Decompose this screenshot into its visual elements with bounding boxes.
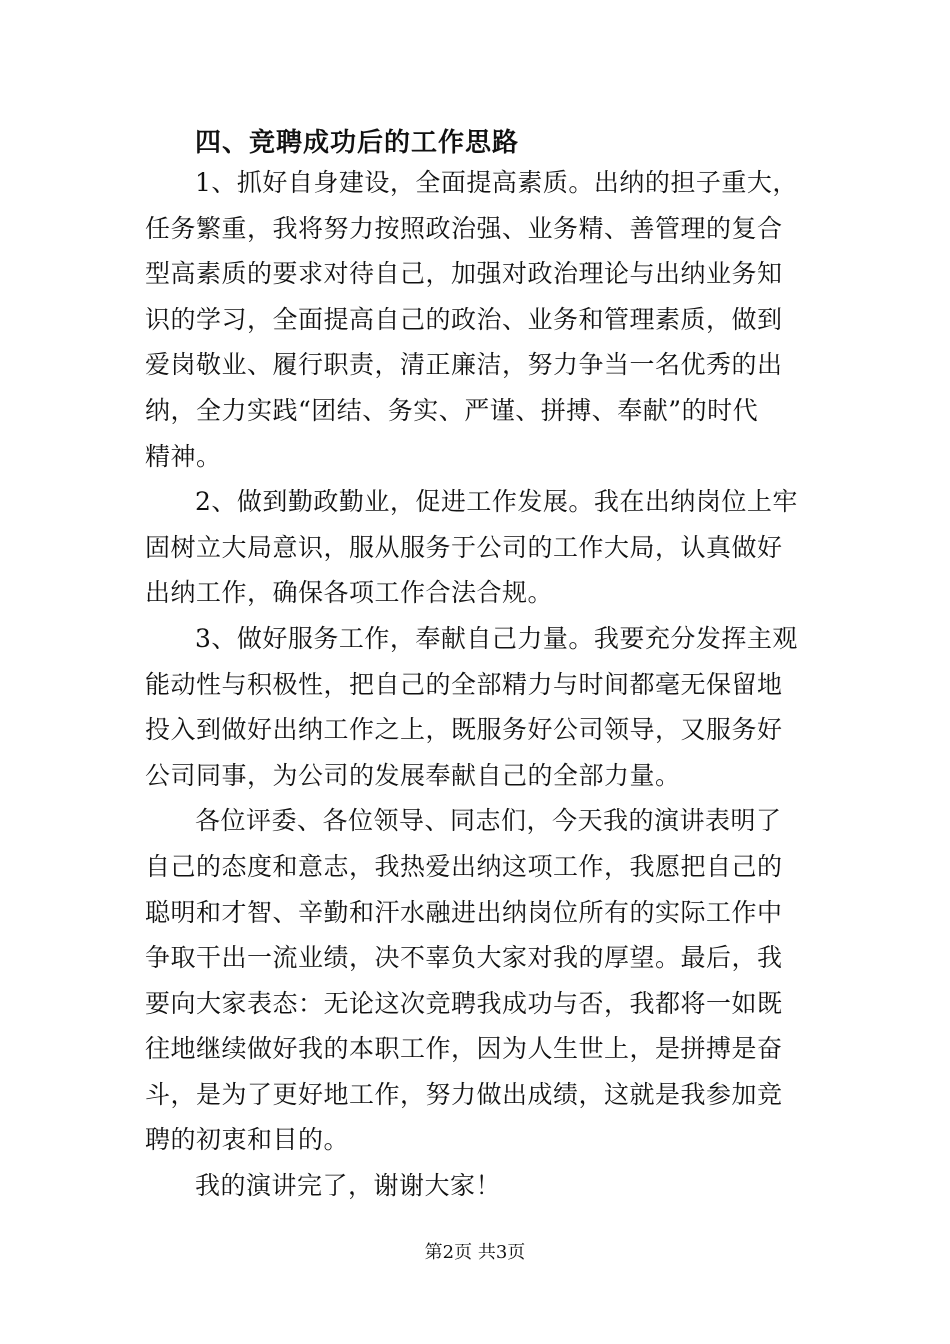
text-line: 投入到做好出纳工作之上，既服务好公司领导，又服务好 bbox=[145, 715, 783, 745]
text-line: 固树立大局意识，服从服务于公司的工作大局，认真做好 bbox=[145, 532, 783, 562]
paragraph bbox=[145, 479, 805, 616]
paragraph bbox=[145, 616, 805, 798]
text-line: 聘的初衷和目的。 bbox=[145, 1125, 350, 1155]
paragraph bbox=[145, 798, 805, 1163]
document-body bbox=[145, 160, 805, 1209]
text-line: 3、做好服务工作，奉献自己力量。我要充分发挥主观 bbox=[195, 623, 798, 653]
text-line: 我的演讲完了，谢谢大家！ bbox=[195, 1171, 502, 1201]
text-line: 精神。 bbox=[145, 441, 222, 471]
section-heading: 四、竞聘成功后的工作思路 bbox=[195, 128, 520, 158]
text-line: 自己的态度和意志，我热爱出纳这项工作，我愿把自己的 bbox=[145, 851, 783, 881]
page-footer: 第2页 共3页 bbox=[424, 1242, 526, 1263]
text-line: 任务繁重，我将努力按照政治强、业务精、善管理的复合 bbox=[145, 213, 783, 243]
text-line: 斗，是为了更好地工作，努力做出成绩，这就是我参加竞 bbox=[145, 1079, 783, 1109]
text-line: 2、做到勤政勤业，促进工作发展。我在出纳岗位上牢 bbox=[195, 487, 798, 517]
text-line: 争取干出一流业绩，决不辜负大家对我的厚望。最后，我 bbox=[145, 943, 783, 973]
text-line: 爱岗敬业、履行职责，清正廉洁，努力争当一名优秀的出 bbox=[145, 350, 783, 380]
paragraph bbox=[145, 1163, 805, 1209]
text-line: 能动性与积极性，把自己的全部精力与时间都毫无保留地 bbox=[145, 669, 783, 699]
paragraph bbox=[145, 160, 805, 479]
text-line: 聪明和才智、辛勤和汗水融进出纳岗位所有的实际工作中 bbox=[145, 897, 783, 927]
text-line: 公司同事，为公司的发展奉献自己的全部力量。 bbox=[145, 760, 681, 790]
text-line: 纳，全力实践“团结、务实、严谨、拼搏、奉献”的时代 bbox=[145, 395, 759, 425]
text-line: 识的学习，全面提高自己的政治、业务和管理素质，做到 bbox=[145, 304, 783, 334]
text-line: 往地继续做好我的本职工作，因为人生世上，是拼搏是奋 bbox=[145, 1034, 783, 1064]
text-line: 1、抓好自身建设，全面提高素质。出纳的担子重大， bbox=[195, 168, 798, 197]
text-line: 型高素质的要求对待自己，加强对政治理论与出纳业务知 bbox=[145, 259, 783, 289]
text-line: 要向大家表态：无论这次竞聘我成功与否，我都将一如既 bbox=[145, 988, 783, 1018]
text-line: 出纳工作，确保各项工作合法合规。 bbox=[145, 578, 554, 608]
text-line: 各位评委、各位领导、同志们，今天我的演讲表明了 bbox=[195, 806, 782, 836]
